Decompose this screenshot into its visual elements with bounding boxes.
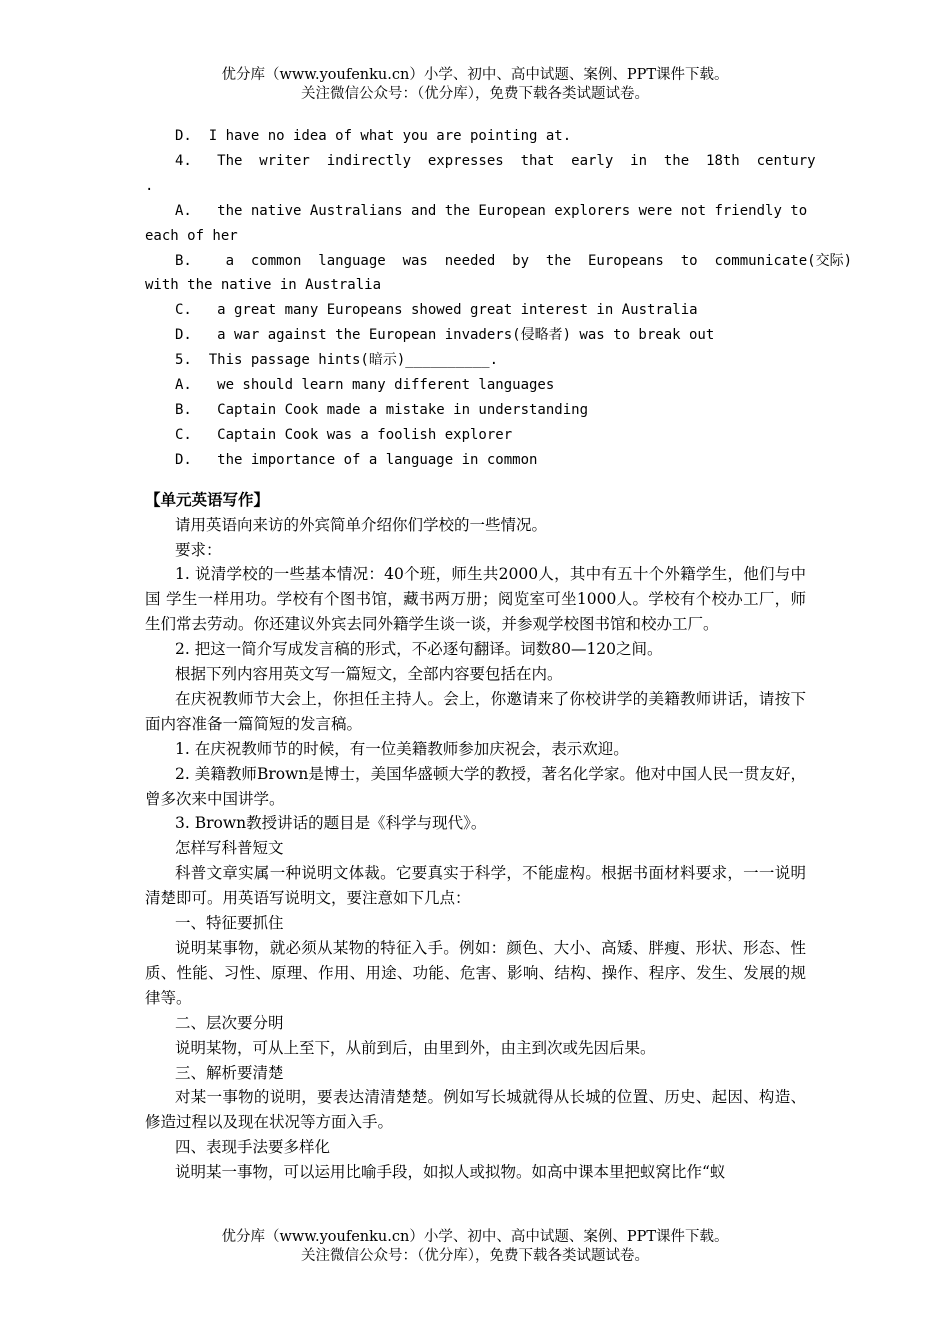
guide-point-4-text: 说明某一事物，可以运用比喻手段，如拟人或拟物。如高中课本里把蚁窝比作“蚁 bbox=[175, 1163, 726, 1182]
guide-point-1-title: 一、特征要抓住 bbox=[175, 914, 284, 933]
task2-point-2: 2. 美籍教师Brown是博士，美国华盛顿大学的教授，著名化学家。他对中国人民一贯友好，曾多次来中国讲学。 bbox=[145, 764, 806, 808]
guide-point-3-text: 对某一事物的说明，要表达清清楚楚。例如写长城就得从长城的位置、历史、起因、构造、 修造过程以及现在状况等方面入手。 bbox=[145, 1088, 806, 1132]
task2-intro: 根据下列内容用英文写一篇短文，全部内容要包括在内。 bbox=[175, 665, 563, 684]
section-heading: 【单元英语写作】 bbox=[145, 489, 270, 509]
q4-option-a: A. the native Australians and the European explorers were not friendly to bbox=[175, 202, 808, 219]
guide-title: 怎样写科普短文 bbox=[175, 839, 284, 858]
q5-option-d: D. the importance of a language in common bbox=[175, 451, 538, 468]
q4-option-b-cont: with the native in Australia bbox=[145, 277, 382, 294]
requirements-label: 要求： bbox=[175, 540, 222, 559]
q5-option-a: A. we should learn many different languages bbox=[175, 377, 555, 394]
footer-line-1: 优分库（www.youfenku.cn）小学、初中、高中试题、案例、PPT课件下载。 bbox=[221, 1229, 729, 1245]
guide-point-4-title: 四、表现手法要多样化 bbox=[175, 1138, 331, 1157]
q4-option-d: D. a war against the European invaders(侵略者) was to break out bbox=[175, 327, 715, 344]
writing-task-intro: 请用英语向来访的外宾简单介绍你们学校的一些情况。 bbox=[175, 515, 548, 534]
requirement-2: 2. 把这一简介写成发言稿的形式，不必逐句翻译。词数80—120之间。 bbox=[175, 640, 663, 659]
q4-option-c: C. a great many Europeans showed great interest in Australia bbox=[175, 302, 698, 319]
guide-intro: 科普文章实属一种说明文体裁。它要真实于科学，不能虚构。根据书面材料要求，一一说明 清楚即可。用英语写说明文，要注意如下几点： bbox=[145, 864, 806, 908]
header-line-1: 优分库（www.youfenku.cn）小学、初中、高中试题、案例、PPT课件下载。 bbox=[221, 67, 729, 83]
guide-point-2-text: 说明某物，可从上至下，从前到后，由里到外，由主到次或先因后果。 bbox=[175, 1038, 656, 1057]
requirement-1: 1. 说清学校的一些基本情况：40个班，师生共2000人，其中有五十个外籍学生，他们与中国 学生一样用功。学校有个图书馆，藏书两万册；阅览室可坐1000人。学校有个校办工厂，师 生们常去劳动。你还建议外宾去同外籍学生谈一谈，并参观学校图书馆和校办工厂。 bbox=[145, 565, 806, 634]
task2-point-1: 1. 在庆祝教师节的时候，有一位美籍教师参加庆祝会，表示欢迎。 bbox=[175, 739, 629, 758]
guide-point-2-title: 二、层次要分明 bbox=[175, 1013, 284, 1032]
q5-option-c: C. Captain Cook was a foolish explorer bbox=[175, 426, 513, 443]
q4-option-a-cont: each of her bbox=[145, 227, 238, 244]
document-body bbox=[145, 124, 853, 1185]
guide-point-3-title: 三、解析要清楚 bbox=[175, 1063, 284, 1082]
q4-option-b: B. a common language was needed by the Europeans to communicate(交际) bbox=[175, 252, 853, 269]
q4-stem: 4. The writer indirectly expresses that early in the 18th century bbox=[175, 152, 816, 169]
header-line-2: 关注微信公众号：（优分库），免费下载各类试题试卷。 bbox=[301, 86, 649, 102]
q5-option-b: B. Captain Cook made a mistake in understanding bbox=[175, 401, 589, 418]
page-footer bbox=[0, 1228, 950, 1266]
q5-stem: 5. This passage hints(暗示)__________. bbox=[175, 352, 499, 369]
task2-point-3: 3. Brown教授讲话的题目是《科学与现代》。 bbox=[175, 814, 487, 833]
footer-line-2: 关注微信公众号：（优分库），免费下载各类试题试卷。 bbox=[301, 1248, 649, 1264]
guide-point-1-text: 说明某事物，就必须从某物的特征入手。例如：颜色、大小、高矮、胖瘦、形状、形态、性质、性能、习性、原理、作用、用途、功能、危害、影响、结构、操作、程序、发生、发展的规律等。 bbox=[145, 939, 806, 1007]
task2-scenario: 在庆祝教师节大会上，你担任主持人。会上，你邀请来了你校讲学的美籍教师讲话，请按下面内容准备一篇简短的发言稿。 bbox=[145, 689, 806, 733]
q4-stem-tail: . bbox=[145, 177, 154, 194]
q3-option-d: D. I have no idea of what you are pointing at. bbox=[175, 128, 572, 144]
page-header bbox=[0, 66, 950, 104]
